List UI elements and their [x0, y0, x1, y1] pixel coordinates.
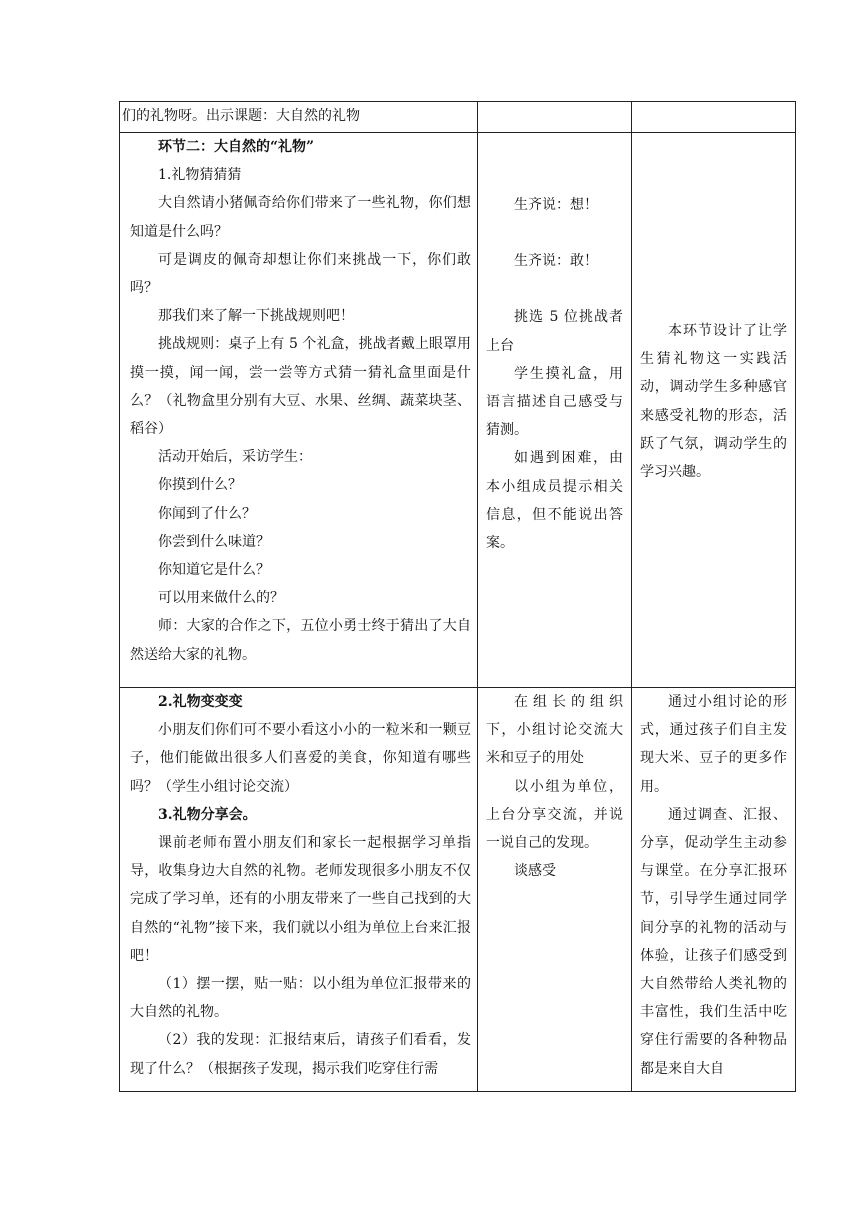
- paragraph: 本环节设计了让学生猜礼物这一实践活动，调动学生多种感官来感受礼物的形态，活跃了气氛，调动学生的学习兴趣。: [640, 323, 787, 481]
- table-row: [120, 102, 796, 133]
- paragraph: 如遇到困难，由本小组成员提示相关信息，但不能说出答案。: [486, 450, 623, 552]
- paragraph: 可是调皮的佩奇却想让你们来挑战一下，你们敢吗？: [130, 251, 471, 297]
- table-row: [120, 688, 796, 1092]
- paragraph: 挑选 5 位挑战者上台: [486, 309, 623, 354]
- paragraph: （2）我的发现：汇报结束后，请孩子们看看，发现了什么？（根据孩子发现，揭示我们吃穿住行需: [130, 1032, 471, 1077]
- paragraph: 学生摸礼盒，用语言描述自己感受与猜测。: [486, 365, 623, 439]
- paragraph: 小朋友们你们可不要小看这小小的一粒米和一颗豆子，他们能做出很多人们喜爱的美食，你知道有哪些吗？（学生小组讨论交流）: [130, 722, 471, 795]
- paragraph: 你闻到了什么？: [158, 505, 256, 522]
- paragraph: 大自然请小猪佩奇给你们带来了一些礼物，你们想知道是什么吗？: [130, 195, 471, 240]
- sub-heading: 3.礼物分享会。: [158, 806, 257, 823]
- teacher-activity-cell: [120, 133, 478, 688]
- paragraph: 你摸到什么？: [158, 477, 242, 494]
- paragraph: 师：大家的合作之下，五位小勇士终于猜出了大自然送给大家的礼物。: [130, 618, 471, 663]
- paragraph: 课前老师布置小朋友们和家长一起根据学习单指导，收集身边大自然的礼物。老师发现很多小朋友不仅完成了学习单，还有的小朋友带来了一些自己找到的大自然的“礼物”接下来，我们就以小组为单位上台来汇报吧！: [130, 835, 471, 964]
- design-intent-cell: [632, 133, 796, 688]
- design-intent-cell: [632, 688, 796, 1092]
- paragraph: 通过小组讨论的形式，通过孩子们自主发现大米、豆子的更多作用。: [640, 694, 787, 795]
- teacher-activity-cell: [120, 102, 478, 133]
- paragraph: 生齐说：想！: [514, 197, 598, 213]
- paragraph: 活动开始后，采访学生：: [158, 449, 312, 466]
- lesson-plan-table: [119, 101, 796, 1092]
- paragraph: 挑战规则：桌子上有 5 个礼盒，挑战者戴上眼罩用摸一摸，闻一闻，尝一尝等方式猜一猜礼盒里面是什么？（礼物盒里分别有大豆、水果、丝绸、蔬菜块茎、稻谷）: [130, 336, 471, 438]
- paragraph: 在组长的组织下，小组讨论交流大米和豆子的用处: [486, 694, 623, 767]
- teacher-activity-cell: [120, 688, 478, 1092]
- paragraph: 你尝到什么味道？: [158, 533, 270, 550]
- paragraph: 生齐说：敢！: [514, 253, 598, 270]
- student-activity-cell: [478, 688, 632, 1092]
- sub-heading: 2.礼物变变变: [158, 694, 243, 710]
- table-row: [120, 133, 796, 688]
- paragraph: （1）摆一摆，贴一贴：以小组为单位汇报带来的大自然的礼物。: [130, 976, 471, 1021]
- design-intent-cell: [632, 102, 796, 133]
- student-activity-cell: [478, 102, 632, 133]
- paragraph: 你知道它是什么？: [158, 562, 270, 579]
- paragraph: 可以用来做什么的？: [158, 590, 284, 607]
- student-activity-cell: [478, 133, 632, 688]
- cell-text: 们的礼物呀。出示课题：大自然的礼物: [122, 108, 360, 124]
- paragraph: 谈感受: [514, 863, 556, 880]
- section-heading: 环节二：大自然的“礼物”: [158, 139, 315, 155]
- paragraph: 以小组为单位，上台分享交流，并说一说自己的发现。: [486, 778, 623, 852]
- paragraph: 那我们来了解一下挑战规则吧！: [158, 308, 354, 325]
- paragraph: 通过调查、汇报、分享，促动学生主动参与课堂。在分享汇报环节，引导学生通过同学间分享的礼物的活动与体验，让孩子们感受到大自然带给人类礼物的丰富性，我们生活中吃穿住行需要的各种物品都是来自大自: [640, 806, 787, 1077]
- sub-heading: 1.礼物猜猜猜: [158, 167, 242, 184]
